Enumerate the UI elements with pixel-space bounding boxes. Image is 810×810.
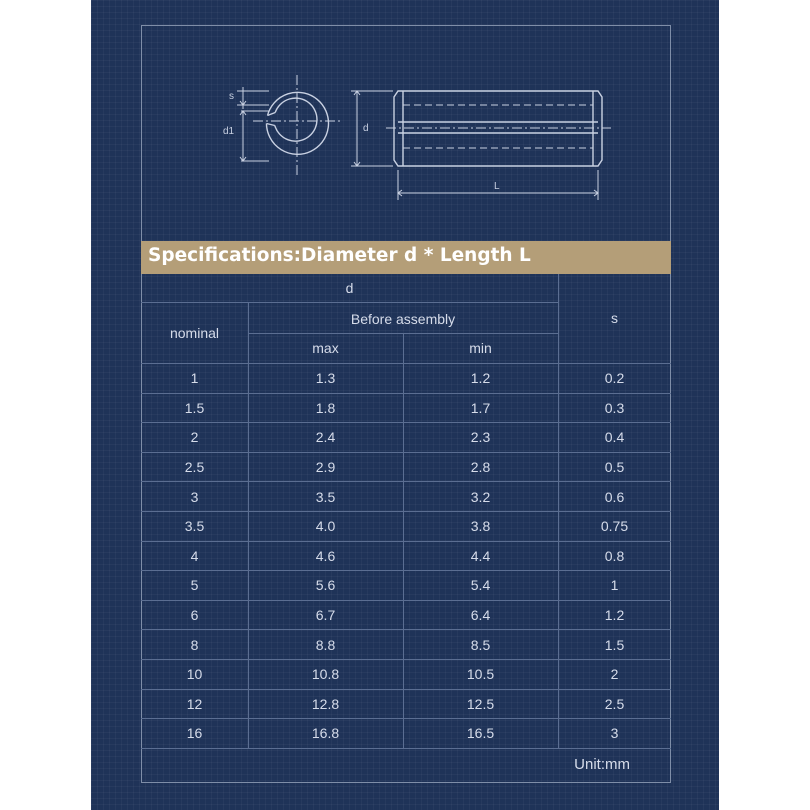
cell-s: 0.2: [604, 370, 625, 387]
table-line: [141, 748, 671, 749]
specifications-banner: [141, 241, 671, 274]
header-min: min: [469, 339, 492, 356]
cell-max: 6.7: [315, 607, 336, 624]
cell-min: 12.5: [466, 695, 495, 712]
cell-s: 0.75: [600, 518, 629, 535]
cell-s: 1.2: [604, 607, 625, 624]
cell-min: 10.5: [466, 666, 495, 683]
cell-max: 5.6: [315, 577, 336, 594]
cell-max: 3.5: [315, 488, 336, 505]
cell-min: 3.2: [470, 488, 491, 505]
cell-nominal: 3.5: [184, 518, 205, 535]
cell-min: 2.8: [470, 459, 491, 476]
cell-nominal: 2.5: [184, 459, 205, 476]
cell-s: 0.3: [604, 399, 625, 416]
cell-max: 10.8: [311, 666, 340, 683]
cell-min: 6.4: [470, 607, 491, 624]
cell-max: 12.8: [311, 695, 340, 712]
cell-s: 1.5: [604, 636, 625, 653]
unit-label: Unit:mm: [574, 756, 630, 773]
cell-s: 0.5: [604, 459, 625, 476]
cell-max: 1.8: [315, 399, 336, 416]
cell-s: 3: [610, 725, 619, 742]
cell-min: 3.8: [470, 518, 491, 535]
cell-min: 5.4: [470, 577, 491, 594]
cell-nominal: 12: [186, 695, 203, 712]
table-line: [141, 302, 558, 303]
cell-max: 8.8: [315, 636, 336, 653]
label-s: s: [229, 91, 234, 102]
cell-nominal: 5: [190, 577, 199, 594]
label-d1: d1: [223, 126, 235, 137]
cell-nominal: 8: [190, 636, 199, 653]
cell-nominal: 10: [186, 666, 203, 683]
cell-max: 2.4: [315, 429, 336, 446]
header-max: max: [312, 339, 339, 356]
cell-s: 0.6: [604, 488, 625, 505]
cell-min: 16.5: [466, 725, 495, 742]
header-before-assembly: Before assembly: [350, 310, 456, 327]
cell-min: 8.5: [470, 636, 491, 653]
cell-min: 1.2: [470, 370, 491, 387]
cell-nominal: 6: [190, 607, 199, 624]
cell-nominal: 1.5: [184, 399, 205, 416]
cell-nominal: 3: [190, 488, 199, 505]
cell-min: 2.3: [470, 429, 491, 446]
end-view-dimensions: [237, 87, 269, 161]
label-d: d: [363, 123, 369, 134]
cell-min: 4.4: [470, 547, 491, 564]
cell-max: 16.8: [311, 725, 340, 742]
spring-pin-drawing: [141, 25, 671, 240]
cell-max: 1.3: [315, 370, 336, 387]
cell-max: 4.6: [315, 547, 336, 564]
cell-min: 1.7: [470, 399, 491, 416]
cell-nominal: 1: [190, 370, 199, 387]
cell-s: 2.5: [604, 695, 625, 712]
cell-nominal: 16: [186, 725, 203, 742]
header-d: d: [345, 280, 354, 296]
cell-nominal: 2: [190, 429, 199, 446]
side-view-dimensions: [351, 91, 598, 200]
label-L: L: [494, 181, 500, 192]
cell-s: 2: [610, 666, 619, 683]
header-s: s: [611, 310, 618, 326]
cell-max: 4.0: [315, 518, 336, 535]
cell-max: 2.9: [315, 459, 336, 476]
cell-s: 1: [610, 577, 619, 594]
cell-nominal: 4: [190, 547, 199, 564]
cell-s: 0.4: [604, 429, 625, 446]
cell-s: 0.8: [604, 547, 625, 564]
header-nominal: nominal: [169, 324, 220, 341]
specifications-title: Specifications:Diameter d * Length L: [148, 245, 531, 266]
